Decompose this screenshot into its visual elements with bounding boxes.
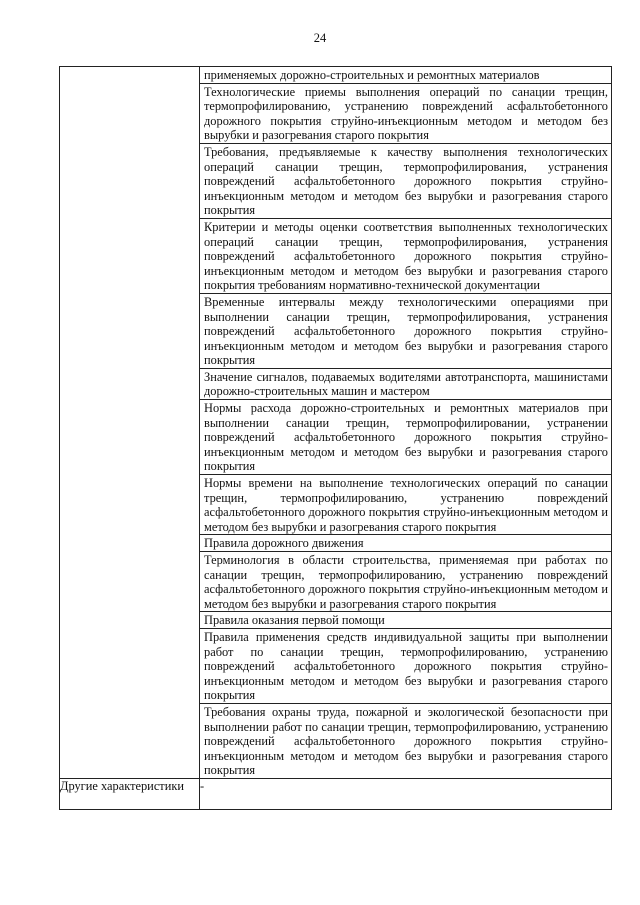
list-item: Требования, предъявляемые к качеству выполнения технологических операций санации трещин, термопрофилирования, устранения повреждений асфальтобетонного дорожного покрытия струйно-инъекционным методом и методом без вырубки и разогревания старого покрытия: [200, 143, 611, 218]
list-item: Терминология в области строительства, применяемая при работах по санации трещин, термопрофилированию, устранению повреждений асфальтобетонного дорожного покрытия струйно-инъекционным методом и методом без вырубки и разогревания старого покрытия: [200, 551, 611, 611]
label-cell-empty: [60, 67, 200, 779]
other-characteristics-label: Другие характеристики: [60, 778, 200, 809]
list-item: Нормы времени на выполнение технологических операций по санации трещин, термопрофилированию, устранению повреждений асфальтобетонного дорожного покрытия струйно-инъекционным методом и методом без вырубки и разогревания старого покрытия: [200, 474, 611, 534]
list-item: Правила применения средств индивидуальной защиты при выполнении работ по санации трещин, термопрофилированию, устранению повреждений асфальтобетонного дорожного покрытия струйно-инъекционным методом и методом без вырубки и разогревания старого покрытия: [200, 628, 611, 703]
list-item: Требования охраны труда, пожарной и экологической безопасности при выполнении работ по санации трещин, термопрофилированию, устранению повреждений асфальтобетонного дорожного покрытия струйно-инъекционным методом и методом без вырубки и разогревания старого покрытия: [200, 703, 611, 778]
list-item: Правила дорожного движения: [200, 534, 611, 551]
list-item: применяемых дорожно-строительных и ремонтных материалов: [204, 68, 540, 82]
list-item: Правила оказания первой помощи: [200, 611, 611, 628]
list-item: Значение сигналов, подаваемых водителями автотранспорта, машинистами дорожно-строительных машин и мастером: [200, 368, 611, 399]
list-item: Критерии и методы оценки соответствия выполненных технологических операций санации трещин, термопрофилирования, устранения повреждений асфальтобетонного дорожного покрытия струйно-инъекционным методом и методом без вырубки и разогревания старого покрытия требованиям нормативно-технической документации: [200, 218, 611, 293]
knowledge-cell: [200, 67, 612, 779]
table-row: [60, 67, 612, 779]
other-characteristics-value: -: [200, 778, 612, 809]
list-item: Временные интервалы между технологическими операциями при выполнении санации трещин, термопрофилирования, устранения повреждений асфальтобетонного дорожного покрытия струйно-инъекционным методом и методом без вырубки и разогревания старого покрытия: [200, 293, 611, 368]
list-item: Технологические приемы выполнения операций по санации трещин, термопрофилированию, устранению повреждений асфальтобетонного дорожного покрытия струйно-инъекционным методом и методом без вырубки и разогревания старого покрытия: [200, 83, 611, 143]
page-number: 24: [313, 31, 327, 45]
table-row-other: [60, 778, 612, 809]
list-item: Нормы расхода дорожно-строительных и ремонтных материалов при выполнении санации трещин, термопрофилировании, устранении повреждений асфальтобетонного дорожного покрытия струйно-инъекционным методом и методом без вырубки и разогревания старого покрытия: [200, 399, 611, 474]
requirements-table: [59, 66, 612, 810]
